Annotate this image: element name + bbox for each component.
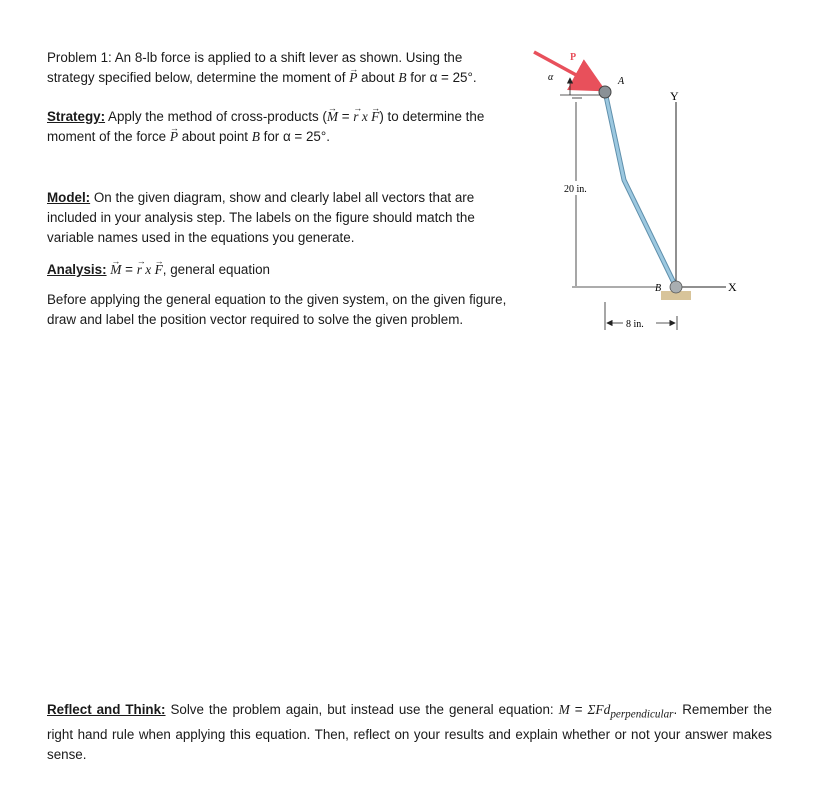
dim-8-label: 8 in. [626, 319, 644, 330]
model-section: Model: On the given diagram, show and clearly label all vectors that are included in your analysis step. The labels on the figure should match the variable names used in the equations you generate. [47, 190, 475, 245]
analysis-label: Analysis: [47, 262, 107, 277]
strategy-label: Strategy: [47, 109, 106, 124]
analysis-instruction: Before applying the general equation to the given system, on the given figure, draw and label the position vector required to solve the given problem. [47, 292, 507, 327]
strategy-section: Strategy: Apply the method of cross-products (M → = r → x F →) to determine the moment of the force P → about point B for α = 25°. [47, 107, 484, 147]
shift-lever-figure [520, 40, 780, 340]
dim-20-label: 20 in. [564, 184, 587, 195]
pivot-b [670, 281, 682, 293]
lever-outline [606, 93, 676, 287]
model-label: Model: [47, 190, 91, 205]
label-alpha: α [548, 72, 554, 83]
analysis-section: Analysis: M → = r → x F →, general equation [47, 260, 270, 280]
label-p: P [570, 52, 577, 63]
label-y: Y [670, 89, 679, 103]
reflect-label: Reflect and Think: [47, 702, 166, 717]
knob-a [599, 86, 611, 98]
reflect-section: Reflect and Think: Solve the problem again, but instead use the general equation: M = ΣFd$_{perpendicular}$. Remember the right hand rule when applying this equation. Then, reflect on your results and explain whether or not your answer makes sense. [47, 702, 772, 762]
force-p-arrow [534, 52, 600, 88]
problem-statement: Problem 1: An 8-lb force is applied to a shift lever as shown. Using the strategy specified below, determine the moment of P → about B for α = 25°. [47, 48, 477, 88]
label-a: A [618, 76, 625, 87]
label-x: X [728, 280, 737, 294]
label-b: B [655, 283, 662, 294]
lever [606, 93, 676, 287]
